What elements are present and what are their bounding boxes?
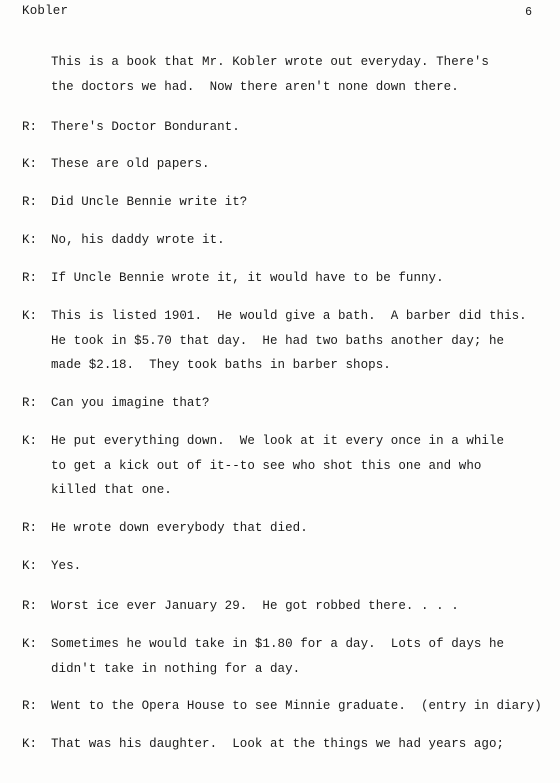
entry-text (51, 694, 551, 719)
text-line: That was his daughter. Look at the things we had years ago; (51, 737, 505, 751)
text-line: Did Uncle Bennie write it? (51, 195, 248, 209)
entry-text (51, 266, 551, 291)
text-line: Can you imagine that? (51, 396, 210, 410)
entry-text (51, 732, 551, 757)
speaker-label: K: (22, 559, 38, 573)
speaker-label: K: (22, 637, 38, 651)
speaker-label: K: (22, 309, 38, 323)
entry-text (51, 304, 551, 378)
entry-text (51, 190, 551, 215)
text-line: Sometimes he would take in $1.80 for a day. Lots of days he (51, 637, 505, 651)
text-line: didn't take in nothing for a day. (51, 661, 301, 676)
speaker-label: R: (22, 521, 38, 535)
entry-text (51, 391, 551, 416)
speaker-label: R: (22, 699, 38, 713)
entry-text (51, 228, 551, 253)
speaker-label: R: (22, 120, 38, 134)
entry-text (51, 50, 551, 99)
text-line: the doctors we had. Now there aren't none down there. (51, 79, 459, 94)
speaker-label: K: (22, 434, 38, 448)
speaker-label: K: (22, 737, 38, 751)
text-line: Yes. (51, 559, 82, 573)
text-line: made $2.18. They took baths in barber shops. (51, 358, 391, 372)
text-line: killed that one. (51, 483, 172, 497)
text-line: Worst ice ever January 29. He got robbed there. . . . (51, 599, 459, 613)
speaker-label: K: (22, 233, 38, 247)
text-line: This is a book that Mr. Kobler wrote out everyday. There's (51, 55, 489, 69)
text-line: There's Doctor Bondurant. (51, 120, 240, 134)
text-line: He took in $5.70 that day. He had two baths another day; he (51, 333, 505, 348)
entry-text (51, 152, 551, 177)
entry-text (51, 429, 551, 503)
speaker-label: K: (22, 157, 38, 171)
text-line: This is listed 1901. He would give a bath. A barber did this. (51, 309, 527, 323)
page-header-name: Kobler (22, 4, 69, 18)
speaker-label: R: (22, 599, 38, 613)
page-number: 6 (525, 6, 532, 19)
text-line: These are old papers. (51, 157, 210, 171)
text-line: No, his daddy wrote it. (51, 233, 225, 247)
speaker-label: R: (22, 271, 38, 285)
text-line: He put everything down. We look at it every once in a while (51, 434, 505, 448)
entry-text (51, 594, 551, 619)
entry-text (51, 516, 551, 541)
text-line: If Uncle Bennie wrote it, it would have to be funny. (51, 271, 444, 285)
speaker-label: R: (22, 195, 38, 209)
text-line: to get a kick out of it--to see who shot this one and who (51, 458, 482, 473)
speaker-label: R: (22, 396, 38, 410)
entry-text (51, 632, 551, 681)
text-line: He wrote down everybody that died. (51, 521, 308, 535)
entry-text (51, 554, 551, 579)
entry-text (51, 115, 551, 140)
text-line: Went to the Opera House to see Minnie graduate. (entry in diary) (51, 699, 542, 713)
